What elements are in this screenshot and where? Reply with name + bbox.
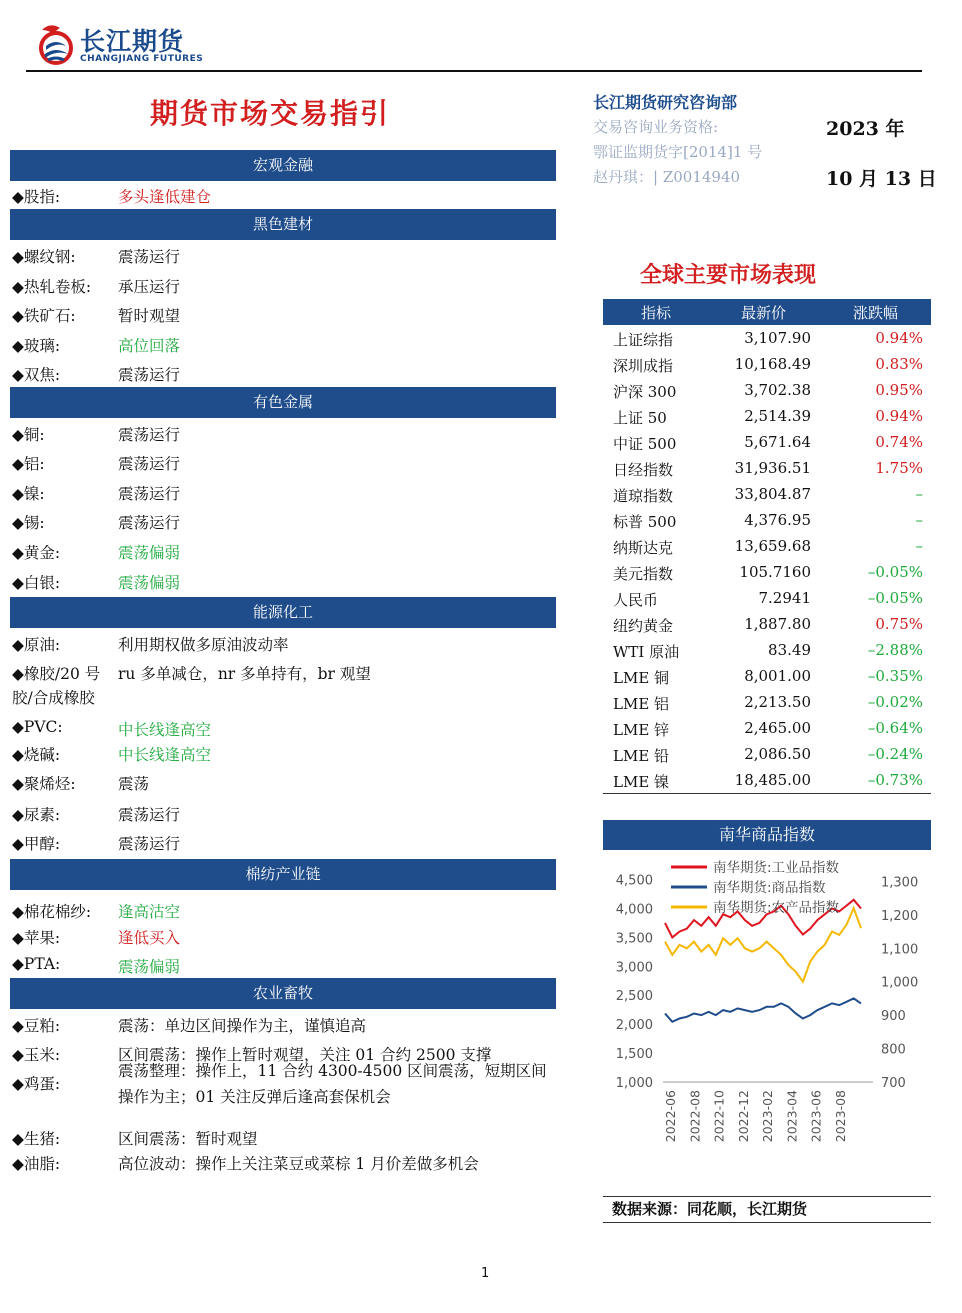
market-price: 18,485.00 bbox=[734, 771, 811, 789]
market-table-header bbox=[603, 299, 931, 325]
strategy-text: 震荡运行 bbox=[118, 455, 181, 473]
commodity-label: ◆原油: bbox=[12, 636, 61, 654]
market-name: 标普 500 bbox=[613, 513, 677, 531]
market-name: 上证 50 bbox=[613, 409, 667, 427]
commodity-label: ◆螺纹钢: bbox=[12, 248, 76, 266]
commodity-label: ◆白银: bbox=[12, 574, 61, 592]
commodity-label: ◆橡胶/20 号 bbox=[12, 665, 101, 683]
commodity-label: ◆双焦: bbox=[12, 366, 61, 384]
page-number: 1 bbox=[481, 1266, 490, 1281]
market-price: 31,936.51 bbox=[734, 459, 811, 477]
commodity-label: ◆铁矿石: bbox=[12, 307, 76, 325]
strategy-text: ru 多单减仓，nr 多单持有，br 观望 bbox=[118, 665, 371, 683]
source-bottom-rule bbox=[603, 1222, 931, 1223]
strategy-text: 震荡偏弱 bbox=[118, 544, 181, 562]
section-header: 农业畜牧 bbox=[10, 978, 556, 1009]
strategy-text: 中长线逢高空 bbox=[118, 746, 212, 764]
market-change: 1.75% bbox=[875, 459, 923, 477]
market-change: –0.73% bbox=[867, 771, 923, 789]
market-table-bottom-rule bbox=[603, 793, 931, 794]
market-change: – bbox=[915, 485, 923, 503]
market-name: 纽约黄金 bbox=[613, 617, 674, 635]
x-tick-label: 2022-08 bbox=[687, 1090, 703, 1143]
commodity-label-line2: 胶/合成橡胶 bbox=[12, 689, 95, 707]
qualification-label: 交易咨询业务资格: bbox=[593, 118, 719, 136]
commodity-label: ◆烧碱: bbox=[12, 746, 61, 764]
strategy-text: 震荡运行 bbox=[118, 426, 181, 444]
market-row bbox=[603, 612, 931, 638]
market-price: 2,213.50 bbox=[744, 693, 811, 711]
commodity-label: ◆尿素: bbox=[12, 806, 61, 824]
market-price: 2,514.39 bbox=[744, 407, 811, 425]
header-indicator: 指标 bbox=[641, 304, 672, 322]
market-change: – bbox=[915, 537, 923, 555]
market-change: –0.02% bbox=[867, 693, 923, 711]
strategy-text: 震荡运行 bbox=[118, 806, 181, 824]
x-tick-label: 2022-12 bbox=[735, 1090, 751, 1143]
y-left-tick-label: 4,000 bbox=[615, 902, 653, 918]
commodity-label: ◆热轧卷板: bbox=[12, 278, 92, 296]
commodity-label: ◆铝: bbox=[12, 455, 45, 473]
market-row bbox=[603, 430, 931, 456]
chart-title: 南华商品指数 bbox=[603, 820, 931, 850]
legend-label-1: 南华期货:商品指数 bbox=[713, 880, 826, 896]
series-line-1 bbox=[665, 998, 861, 1021]
section-header: 棉纺产业链 bbox=[10, 859, 556, 890]
market-row bbox=[603, 378, 931, 404]
market-change: –0.64% bbox=[867, 719, 923, 737]
strategy-text: 暂时观望 bbox=[118, 307, 181, 325]
analyst-info: 赵丹琪：| Z0014940 bbox=[593, 168, 741, 186]
x-tick-label: 2022-06 bbox=[663, 1090, 678, 1143]
logo-chinese-name: 长江期货 bbox=[80, 27, 185, 56]
market-name: 道琼指数 bbox=[613, 487, 674, 505]
market-change: –0.05% bbox=[867, 563, 923, 581]
strategy-text: 震荡 bbox=[118, 775, 150, 793]
market-price: 4,376.95 bbox=[744, 511, 811, 529]
market-price: 8,001.00 bbox=[744, 667, 811, 685]
strategy-text: 利用期权做多原油波动率 bbox=[118, 636, 289, 654]
strategy-text: 多头逢低建仓 bbox=[118, 188, 212, 206]
market-row bbox=[603, 560, 931, 586]
strategy-text: 震荡运行 bbox=[118, 248, 181, 266]
y-right-tick-label: 800 bbox=[881, 1042, 906, 1058]
market-row bbox=[603, 716, 931, 742]
market-change: – bbox=[915, 511, 923, 529]
market-name: 人民币 bbox=[613, 591, 659, 609]
commodity-label: ◆玻璃: bbox=[12, 337, 61, 355]
strategy-text: 高位回落 bbox=[118, 337, 181, 355]
strategy-text: 震荡偏弱 bbox=[118, 574, 181, 592]
strategy-text: 震荡运行 bbox=[118, 366, 181, 384]
commodity-label: ◆铜: bbox=[12, 426, 45, 444]
license-number: 鄂证监期货字[2014]1 号 bbox=[593, 143, 763, 161]
commodity-label: ◆PTA: bbox=[12, 955, 61, 973]
y-left-tick-label: 3,500 bbox=[615, 931, 653, 947]
section-header: 宏观金融 bbox=[10, 150, 556, 181]
market-row bbox=[603, 456, 931, 482]
strategy-text: 逢高沽空 bbox=[118, 903, 181, 921]
section-header: 能源化工 bbox=[10, 597, 556, 628]
strategy-text: 逢低买入 bbox=[118, 929, 181, 947]
market-name: 中证 500 bbox=[613, 435, 677, 453]
legend-label-0: 南华期货:工业品指数 bbox=[713, 860, 840, 876]
department-name: 长江期货研究咨询部 bbox=[593, 93, 738, 112]
page-title: 期货市场交易指引 bbox=[150, 97, 391, 130]
market-change: –2.88% bbox=[867, 641, 923, 659]
y-left-tick-label: 3,000 bbox=[615, 960, 653, 976]
y-right-tick-label: 900 bbox=[881, 1009, 906, 1025]
data-source: 数据来源：同花顺，长江期货 bbox=[612, 1200, 808, 1218]
market-row bbox=[603, 352, 931, 378]
y-left-tick-label: 2,000 bbox=[615, 1018, 653, 1034]
commodity-label: ◆股指: bbox=[12, 188, 61, 206]
header-divider bbox=[26, 70, 922, 72]
commodity-label: ◆聚烯烃: bbox=[12, 775, 76, 793]
market-row bbox=[603, 482, 931, 508]
market-name: LME 铝 bbox=[613, 695, 670, 713]
y-left-tick-label: 2,500 bbox=[615, 989, 653, 1005]
section-header: 有色金属 bbox=[10, 387, 556, 418]
commodity-label: ◆鸡蛋: bbox=[12, 1075, 61, 1093]
commodity-label: ◆黄金: bbox=[12, 544, 61, 562]
market-row bbox=[603, 742, 931, 768]
market-change: 0.83% bbox=[875, 355, 923, 373]
market-change: –0.35% bbox=[867, 667, 923, 685]
market-name: LME 锌 bbox=[613, 721, 670, 739]
y-left-tick-label: 1,000 bbox=[615, 1076, 653, 1091]
market-name: 深圳成指 bbox=[613, 357, 674, 375]
strategy-text: 震荡偏弱 bbox=[118, 958, 181, 976]
commodity-label: ◆PVC: bbox=[12, 718, 63, 736]
market-price: 5,671.64 bbox=[744, 433, 811, 451]
market-row bbox=[603, 404, 931, 430]
strategy-text: 承压运行 bbox=[118, 278, 181, 296]
commodity-label: ◆生猪: bbox=[12, 1130, 61, 1148]
header-price: 最新价 bbox=[741, 304, 787, 322]
market-row bbox=[603, 586, 931, 612]
commodity-label: ◆棉花棉纱: bbox=[12, 903, 92, 921]
market-price: 105.7160 bbox=[739, 563, 811, 581]
market-row bbox=[603, 508, 931, 534]
strategy-text: 震荡运行 bbox=[118, 835, 181, 853]
y-right-tick-label: 1,000 bbox=[881, 975, 919, 991]
market-row bbox=[603, 638, 931, 664]
y-left-tick-label: 1,500 bbox=[615, 1047, 653, 1063]
market-price: 13,659.68 bbox=[734, 537, 811, 555]
strategy-text: 震荡：单边区间操作为主，谨慎追高 bbox=[118, 1017, 367, 1035]
market-price: 3,702.38 bbox=[744, 381, 811, 399]
market-price: 83.49 bbox=[768, 641, 811, 659]
market-name: LME 铜 bbox=[613, 669, 670, 687]
legend-label-2: 南华期货:农产品指数 bbox=[713, 900, 840, 916]
market-change: 0.74% bbox=[875, 433, 923, 451]
x-tick-label: 2022-10 bbox=[711, 1090, 727, 1143]
strategy-text: 区间震荡：暂时观望 bbox=[118, 1130, 258, 1148]
market-name: WTI 原油 bbox=[613, 643, 680, 661]
market-name: 美元指数 bbox=[613, 565, 674, 583]
commodity-label: ◆甲醇: bbox=[12, 835, 61, 853]
strategy-text: 震荡运行 bbox=[118, 485, 181, 503]
source-top-rule bbox=[603, 1196, 931, 1197]
market-row bbox=[603, 664, 931, 690]
market-name: 纳斯达克 bbox=[613, 539, 674, 557]
market-row bbox=[603, 768, 931, 794]
strategy-text: 震荡整理：操作上，11 合约 4300-4500 区间震荡，短期区间 bbox=[118, 1062, 547, 1080]
market-row bbox=[603, 326, 931, 352]
logo-english-name: CHANGJIANG FUTURES bbox=[80, 54, 204, 64]
market-price: 33,804.87 bbox=[734, 485, 811, 503]
strategy-text: 震荡运行 bbox=[118, 514, 181, 532]
x-tick-label: 2023-08 bbox=[832, 1090, 848, 1143]
x-tick-label: 2023-04 bbox=[784, 1090, 800, 1143]
market-change: 0.94% bbox=[875, 329, 923, 347]
strategy-text: 区间震荡：操作上暂时观望，关注 01 合约 2500 支撑 bbox=[118, 1046, 492, 1064]
market-name: LME 铅 bbox=[613, 747, 670, 765]
market-price: 2,465.00 bbox=[744, 719, 811, 737]
report-date: 10 月 13 日 bbox=[826, 168, 937, 190]
market-price: 2,086.50 bbox=[744, 745, 811, 763]
y-right-tick-label: 700 bbox=[881, 1076, 906, 1091]
y-right-tick-label: 1,300 bbox=[881, 875, 919, 891]
commodity-label: ◆玉米: bbox=[12, 1046, 61, 1064]
nanhua-index-chart bbox=[603, 850, 931, 1190]
market-change: 0.94% bbox=[875, 407, 923, 425]
market-price: 1,887.80 bbox=[744, 615, 811, 633]
market-price: 3,107.90 bbox=[744, 329, 811, 347]
market-name: LME 镍 bbox=[613, 773, 670, 791]
market-title: 全球主要市场表现 bbox=[640, 263, 817, 288]
x-tick-label: 2023-02 bbox=[760, 1090, 775, 1143]
market-change: –0.05% bbox=[867, 589, 923, 607]
y-right-tick-label: 1,200 bbox=[881, 908, 919, 924]
report-year: 2023 年 bbox=[826, 118, 905, 140]
market-change: 0.75% bbox=[875, 615, 923, 633]
commodity-label: ◆镍: bbox=[12, 485, 45, 503]
strategy-text: 中长线逢高空 bbox=[118, 721, 212, 739]
market-name: 日经指数 bbox=[613, 461, 674, 479]
commodity-label: ◆豆粕: bbox=[12, 1017, 61, 1035]
x-tick-label: 2023-06 bbox=[808, 1090, 824, 1143]
commodity-label: ◆苹果: bbox=[12, 929, 61, 947]
y-left-tick-label: 4,500 bbox=[615, 873, 653, 889]
market-price: 10,168.49 bbox=[734, 355, 811, 373]
market-name: 沪深 300 bbox=[613, 383, 677, 401]
strategy-text: 高位波动：操作上关注菜豆或菜棕 1 月价差做多机会 bbox=[118, 1155, 479, 1173]
market-row bbox=[603, 690, 931, 716]
commodity-label: ◆锡: bbox=[12, 514, 45, 532]
header-change: 涨跌幅 bbox=[853, 304, 899, 322]
strategy-text-line2: 操作为主；01 关注反弹后逢高套保机会 bbox=[118, 1088, 391, 1106]
company-logo-icon bbox=[36, 22, 76, 68]
market-name: 上证综指 bbox=[613, 331, 674, 349]
market-row bbox=[603, 534, 931, 560]
y-right-tick-label: 1,100 bbox=[881, 942, 919, 958]
market-change: 0.95% bbox=[875, 381, 923, 399]
market-change: –0.24% bbox=[867, 745, 923, 763]
market-price: 7.2941 bbox=[758, 589, 811, 607]
section-header: 黑色建材 bbox=[10, 209, 556, 240]
commodity-label: ◆油脂: bbox=[12, 1155, 61, 1173]
